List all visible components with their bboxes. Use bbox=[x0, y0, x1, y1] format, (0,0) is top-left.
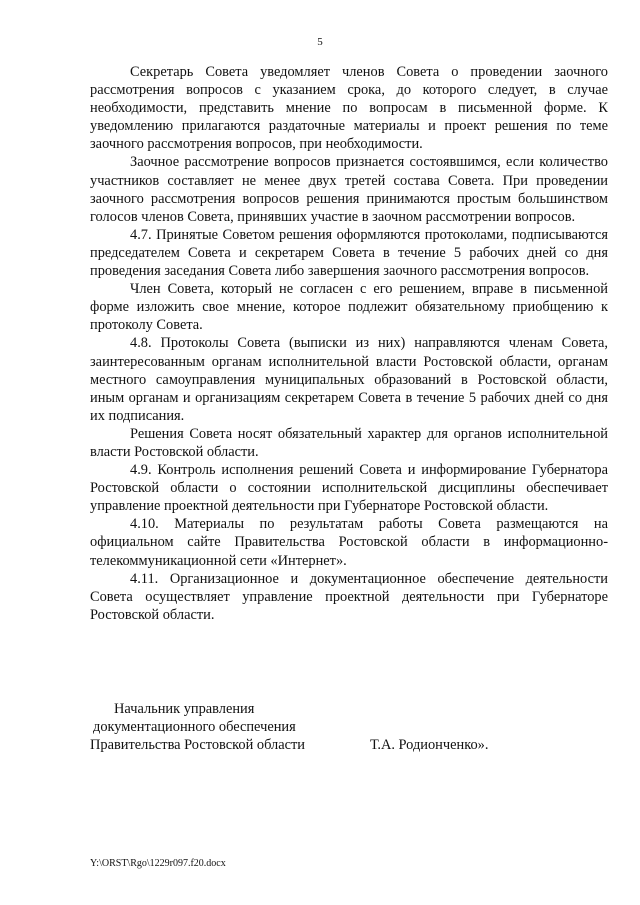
signatory-title-line-1: Начальник управления bbox=[114, 701, 255, 717]
signatory-title-line-3: Правительства Ростовской области bbox=[90, 737, 305, 754]
paragraph-absentee-quorum: Заочное рассмотрение вопросов признается состоявшимся, если количество участников составляет не менее двух третей состава Совета. При проведении заочного рассмотрения вопросов решения принимаются простым большинством голосов членов Совета, принявших участие в заочном рассмотрении вопросов. bbox=[90, 154, 608, 225]
paragraph-4-7: 4.7. Принятые Советом решения оформляются протоколами, подписываются председателем Совета и секретарем Совета в течение 5 рабочих дней со дня проведения заседания Совета либо завершения заочного рассмотрения вопросов. bbox=[90, 226, 608, 280]
paragraph-4-10: 4.10. Материалы по результатам работы Совета размещаются на официальном сайте Правительства Ростовской области в информационно-телекоммуникационной сети «Интернет». bbox=[90, 516, 608, 569]
signatory-title-line-2: документационного обеспечения bbox=[93, 719, 296, 736]
paragraph-4-11: 4.11. Организационное и документационное обеспечение деятельности Совета осуществляет управление проектной деятельности при Губернаторе Ростовской области. bbox=[90, 570, 608, 623]
document-body bbox=[90, 63, 608, 624]
paragraph-dissenting-opinion: Член Совета, который не согласен с его решением, вправе в письменной форме изложить свое мнение, которое подлежит обязательному приобщению к протоколу Совета. bbox=[90, 281, 608, 334]
paragraph-4-8: 4.8. Протоколы Совета (выписки из них) направляются членам Совета, заинтересованным органам исполнительной власти Ростовской области, органам местного самоуправления муниципальных образований в Ростовской области, иным органам и организациям секретарем Совета в течение 5 рабочих дней со дня их подписания. bbox=[90, 335, 608, 424]
signatory-name: Т.А. Родионченко». bbox=[370, 737, 489, 754]
page-number: 5 bbox=[317, 36, 323, 48]
paragraph-4-9: 4.9. Контроль исполнения решений Совета и информирование Губернатора Ростовской области о состоянии исполнительской дисциплины обеспечивает управление проектной деятельности при Губернаторе Ростовской области. bbox=[90, 462, 608, 515]
signature-block bbox=[90, 700, 608, 755]
paragraph-secretary-notification: Секретарь Совета уведомляет членов Совета о проведении заочного рассмотрения вопросов с указанием срока, до которого следует, в случае необходимости, представить мнение по вопросам в письменной форме. К уведомлению прилагаются раздаточные материалы и проект решения по теме заочного рассмотрения вопросов, при необходимости. bbox=[90, 64, 608, 153]
paragraph-binding-decisions: Решения Совета носят обязательный характер для органов исполнительной власти Ростовской области. bbox=[90, 425, 608, 460]
footer-file-path: Y:\ORST\Rgo\1229r097.f20.docx bbox=[90, 858, 226, 869]
